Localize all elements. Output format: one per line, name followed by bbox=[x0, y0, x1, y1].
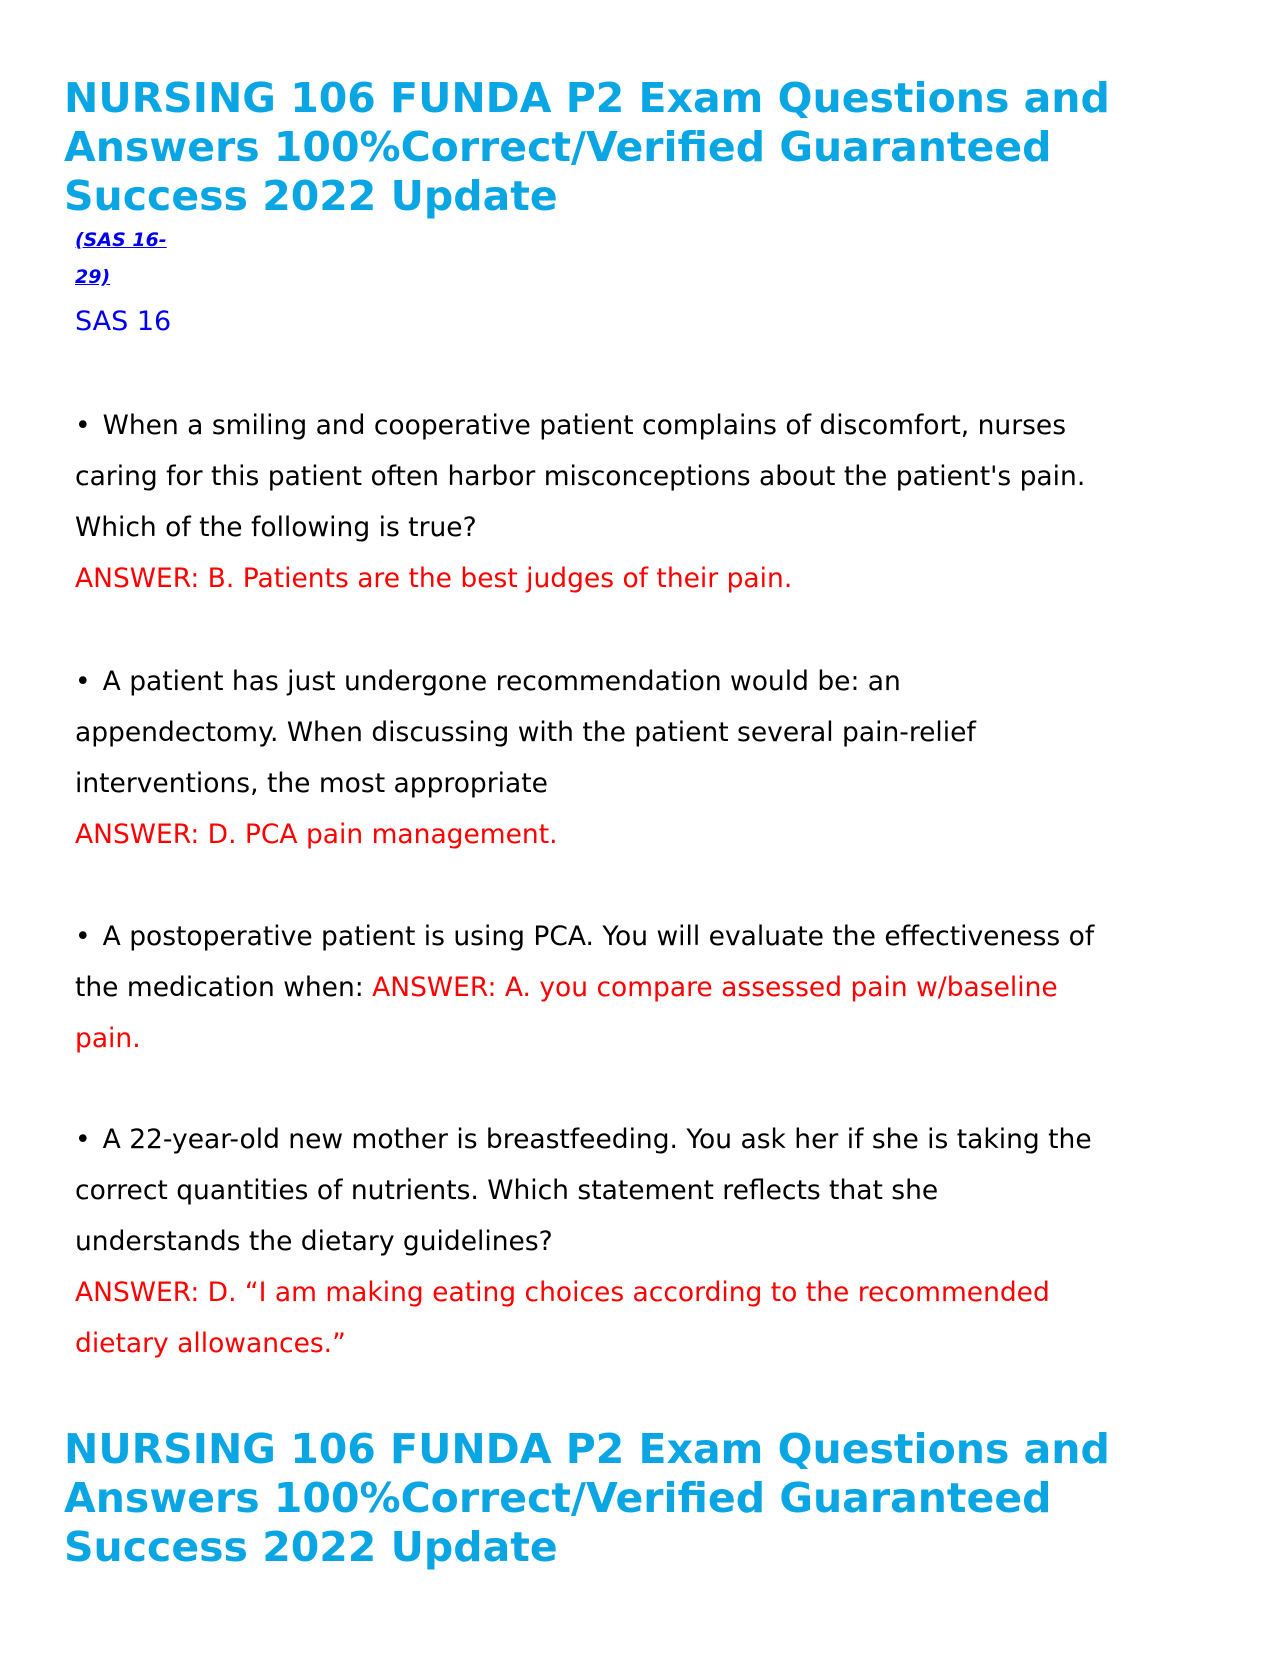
bullet-icon: • bbox=[75, 1124, 91, 1155]
question-text bbox=[75, 400, 1095, 553]
question-text bbox=[75, 911, 1095, 1064]
question-3-text: A postoperative patient is using PCA. You will evaluate the effectiveness of the medication when: bbox=[75, 921, 1095, 1003]
question-2-text: A patient has just undergone recommendation would be: an appendectomy. When discussing with the patient several pain-relief interventions, the most appropriate bbox=[75, 666, 976, 799]
bullet-icon: • bbox=[75, 410, 91, 441]
section-heading: SAS 16 bbox=[75, 306, 172, 337]
footer-title: NURSING 106 FUNDA P2 Exam Questions and Answers 100%Correct/Verified Guaranteed Success 2022 Update bbox=[64, 1425, 1110, 1571]
question-item-4 bbox=[75, 1114, 1095, 1369]
sas-range-link[interactable]: (SAS 16-29) bbox=[75, 229, 167, 288]
answer-2-text: ANSWER: D. PCA pain management. bbox=[75, 819, 558, 850]
answer-1-text: ANSWER: B. Patients are the best judges of their pain. bbox=[75, 563, 793, 594]
question-4-text: A 22-year-old new mother is breastfeeding. You ask her if she is taking the correct quantities of nutrients. Which statement reflects that she understands the dietary guidelines? bbox=[75, 1124, 1092, 1257]
bullet-icon: • bbox=[75, 921, 91, 952]
question-text bbox=[75, 1114, 1095, 1267]
bullet-icon: • bbox=[75, 666, 91, 697]
document-title: NURSING 106 FUNDA P2 Exam Questions and Answers 100%Correct/Verified Guaranteed Success 2022 Update bbox=[64, 74, 1110, 220]
question-1-text: When a smiling and cooperative patient complains of discomfort, nurses caring for this patient often harbor misconceptions about the patient's pain. Which of the following is true? bbox=[75, 410, 1086, 543]
question-item-3 bbox=[75, 911, 1095, 1064]
question-item-2 bbox=[75, 656, 1095, 860]
answer-4-text: ANSWER: D. “I am making eating choices according to the recommended dietary allowances.” bbox=[75, 1277, 1050, 1359]
question-item-1 bbox=[75, 400, 1095, 604]
answer-3-text: ANSWER: A. you compare assessed pain w/baseline pain. bbox=[75, 972, 1058, 1054]
question-text bbox=[75, 656, 1095, 809]
